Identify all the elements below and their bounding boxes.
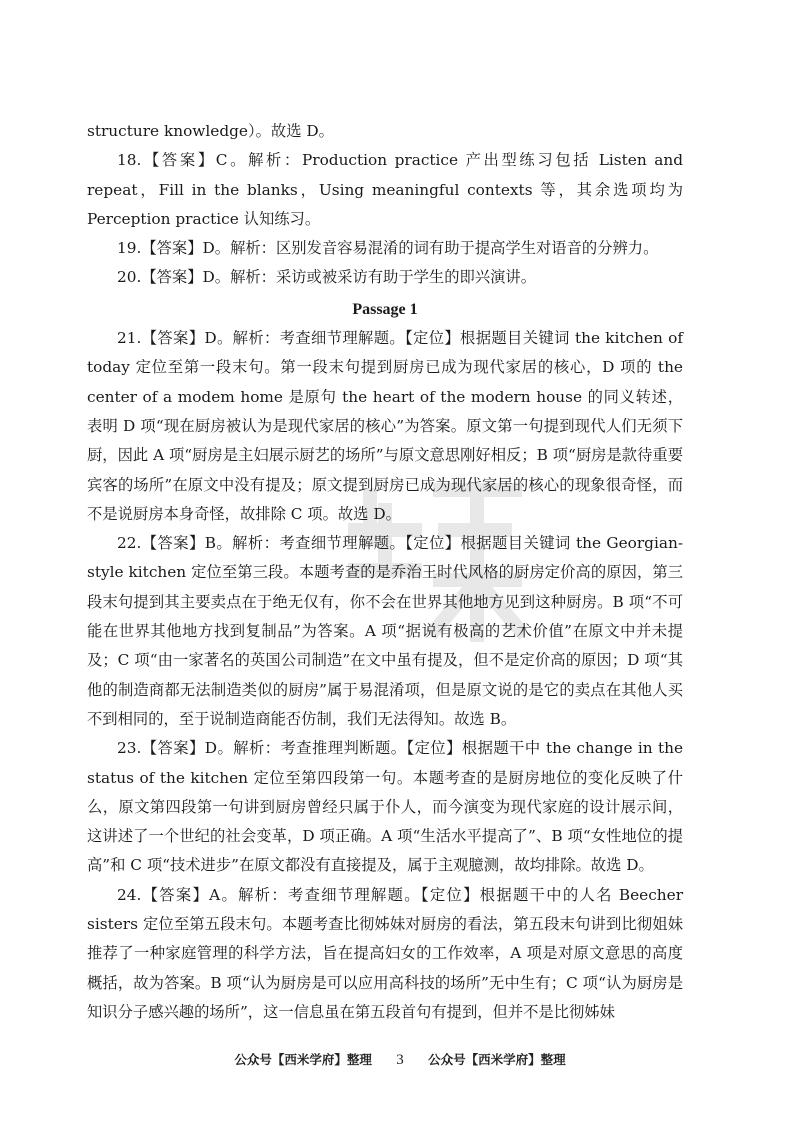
document-body: [87, 117, 683, 1027]
text-line: structure knowledge）。故选 D。: [87, 122, 334, 140]
answer-20: 20.【答案】D。解析：采访或被采访有助于学生的即兴演讲。: [117, 268, 537, 287]
footer-right-text: 公众号【西米学府】整理: [428, 1052, 566, 1067]
answer-18: 18.【答案】C。解析：Production practice 产出型练习包括 Listen and repeat，Fill in the blanks，Using meaningful contexts 等，其余选项均为 Perception practice 认知练习。: [87, 151, 683, 228]
answer-21: 21.【答案】D。解析：考查细节理解题。【定位】根据题目关键词 the kitchen of today 定位至第一段末句。第一段末句提到厨房已成为现代家居的核心，D 项的 the center of a modem home 是原句 the heart of the modern house 的同义转述，表明 D 项“现在厨房被认为是现代家居的核心”为答案。原文第一句提到现代人们无须下厨，因此 A 项“厨房是主妇展示厨艺的场所”与原文意思刚好相反；B 项“厨房是款待重要宾客的场所”在原文中没有提及；原文提到厨房已成为现代家居的核心的现象很奇怪，而不是说厨房本身奇怪，故排除 C 项。故选 D。: [87, 329, 683, 523]
passage-title: Passage 1: [352, 300, 418, 318]
answer-23: 23.【答案】D。解析：考查推理判断题。【定位】根据题干中 the change in the status of the kitchen 定位至第四段第一句。本题考查的是厨房地位的变化反映了什么，原文第四段第一句讲到厨房曾经只属于仆人，而今演变为现代家庭的设计展示间，这讲述了一个世纪的社会变革，D 项正确。A 项“生活水平提高了”、B 项“女性地位的提高”和 C 项“技术进步”在原文都没有直接提及，属于主观臆测，故均排除。故选 D。: [87, 739, 683, 875]
footer-left-text: 公众号【西米学府】整理: [234, 1052, 372, 1067]
answer-19: 19.【答案】D。解析：区别发音容易混淆的词有助于提高学生对语音的分辨力。: [117, 239, 659, 258]
page-footer: [0, 1050, 800, 1069]
answer-24: 24.【答案】A。解析：考查细节理解题。【定位】根据题干中的人名 Beecher sisters 定位至第五段末句。本题考查比彻姊妹对厨房的看法，第五段末句讲到比彻姐妹推荐了一种家庭管理的科学方法，旨在提高妇女的工作效率，A 项是对原文意思的高度概括，故为答案。B 项“认为厨房是可以应用高科技的场所”无中生有；C 项“认为厨房是知识分子感兴趣的场所”，这一信息虽在第五段首句有提到，但并不是比彻姊妹: [87, 885, 683, 1021]
answer-22: 22.【答案】B。解析：考查细节理解题。【定位】根据题目关键词 the Georgian-style kitchen 定位至第三段。本题考查的是乔治王时代风格的厨房定价高的原因，第三段末句提到其主要卖点在于绝无仅有，你不会在世界其他地方见到这种厨房。B 项“不可能在世界其他地方找到复制品”为答案。A 项“据说有极高的艺术价值”在原文中并未提及；C 项“由一家著名的英国公司制造”在文中虽有提及，但不是定价高的原因；D 项“其他的制造商都无法制造类似的厨房”属于易混淆项，但是原文说的是它的卖点在其他人买不到相同的，至于说制造商能否仿制，我们无法得知。故选 B。: [87, 534, 683, 728]
page-number: 3: [396, 1052, 404, 1068]
